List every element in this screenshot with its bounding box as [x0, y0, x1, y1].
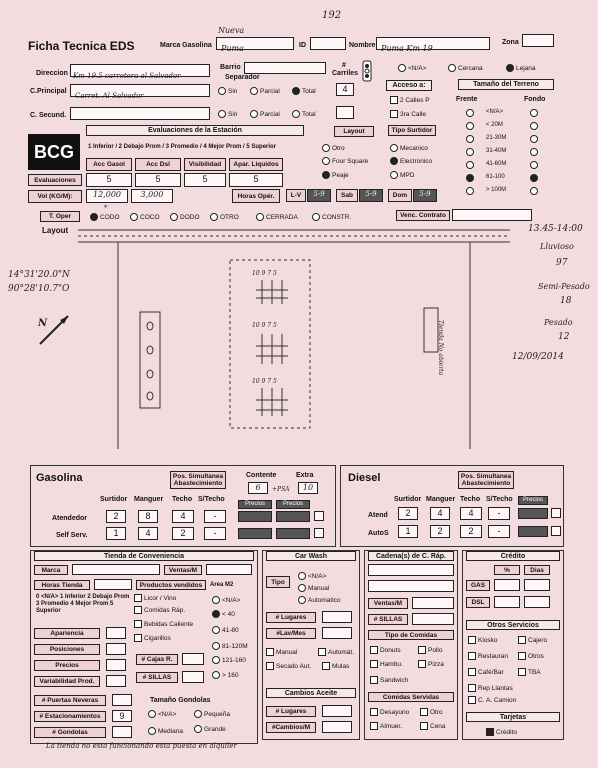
carwash-lugares-label: # Lugares	[266, 612, 316, 623]
coords-lat: 14°31'20.0"N	[8, 270, 70, 280]
terreno-label: > 100M	[486, 187, 507, 193]
tienda-legend: 0 <N/A> 1 Inferior 2 Debajo Prom 3 Promedio 4 Mejor Prom 5 Superior	[36, 594, 130, 614]
vol-field-1[interactable]: 12,000	[86, 189, 128, 203]
venc-contrato-field[interactable]	[452, 209, 532, 221]
estac-field[interactable]: 9	[112, 710, 132, 722]
acceso-tres-calle[interactable]: 3ra Calle	[390, 110, 426, 118]
tamano-header: Tamaño del Terreno	[458, 79, 554, 90]
gasolina-pos-sim: Pos. Simultanea Abastecimiento	[170, 471, 226, 489]
gas-ss-surtidor[interactable]: 1	[106, 527, 126, 540]
carwash-tipo-label: Tipo	[266, 576, 290, 588]
marca-label: Marca Gasolina	[160, 42, 212, 49]
gas-price-2[interactable]	[276, 511, 310, 522]
serv-cafe[interactable]: Café/Bar	[468, 668, 504, 676]
area-label: Area M2	[210, 582, 234, 588]
serv-cajero[interactable]: Cajero	[518, 636, 547, 644]
marca-field[interactable]: Puma	[216, 37, 294, 50]
prod-cigarillos[interactable]: Cigarillos	[134, 634, 171, 642]
comida-donuts[interactable]: Donuts	[370, 646, 401, 654]
dsl-at-stecho[interactable]: -	[488, 507, 510, 520]
oper-constr[interactable]: CONSTR.	[312, 213, 351, 221]
dsl-at-price[interactable]	[518, 508, 548, 519]
gas-col-stecho: S/Techo	[198, 496, 225, 503]
gas-ss-stecho[interactable]: -	[204, 527, 226, 540]
dsl-as-stecho[interactable]: -	[488, 525, 510, 538]
self-serv-label: Self Serv.	[56, 532, 88, 539]
page-number: 192	[322, 10, 342, 21]
layout-otro[interactable]: Otro	[322, 144, 345, 152]
pump-numbers-3: 10 9 7 5	[252, 378, 277, 385]
direccion-field[interactable]: Km 19.5 carretera al Salvador	[70, 64, 210, 77]
layout-section-label: Layout	[42, 226, 69, 235]
separador-label: Separador	[225, 74, 260, 81]
zona-label: Zona	[502, 39, 519, 46]
diesel-pos-sim: Pos. Simultanea Abastecimiento	[458, 471, 514, 489]
terreno-fondo-option[interactable]	[530, 148, 540, 156]
secund-field[interactable]	[70, 107, 210, 120]
gondolas-label: # Gondolas	[34, 727, 106, 738]
aceite-cambios-field[interactable]	[322, 721, 352, 733]
gas-price-1[interactable]	[238, 511, 272, 522]
pump-numbers-2: 10 9 7 5	[252, 322, 277, 329]
dom-field[interactable]: 5-9	[413, 189, 437, 202]
nombre-label: Nombre	[349, 42, 376, 49]
gondola-pequena[interactable]: Pequeña	[194, 710, 230, 718]
comidas-servidas-label: Comidas Servidas	[368, 692, 454, 702]
terreno-fondo-option[interactable]	[530, 161, 540, 169]
serv-cena[interactable]: Cena	[420, 722, 446, 730]
id-label: ID	[299, 42, 306, 49]
cadena-field-1[interactable]	[368, 564, 454, 576]
prod-bebidas[interactable]: Bebidas Caliente	[134, 620, 193, 628]
vol-field-2[interactable]: 3,000	[131, 189, 173, 203]
terreno-frente-option[interactable]	[466, 148, 476, 156]
dsl-autos-label: AutoS	[368, 530, 389, 537]
gas-col-surtidor: Surtidor	[100, 496, 128, 503]
form-title: Ficha Tecnica EDS	[28, 39, 135, 53]
evaluaciones-header: Evaluaciones de la Estación	[86, 125, 304, 136]
tienda-handwritten-note: La tienda no esta funcionando esta puesta en alquiler	[46, 742, 237, 750]
gas-at-techo[interactable]: 4	[172, 510, 194, 523]
gondola-na[interactable]: <N/A>	[148, 710, 176, 718]
acc-dsl-header: Acc Dsl	[135, 158, 181, 171]
carwash-automat-check[interactable]: Automát.	[318, 648, 354, 656]
gas-price-checkbox[interactable]	[314, 511, 324, 521]
terreno-frente-option[interactable]	[466, 187, 476, 195]
comida-pollo[interactable]: Pollo	[418, 646, 442, 654]
carwash-lav-label: #Lav/Mes	[266, 628, 316, 639]
cajas-label: # Cajas R.	[136, 654, 178, 665]
posiciones-label: Posiciones	[34, 644, 100, 655]
principal-label: C.Principal	[30, 88, 67, 95]
sab-field[interactable]: 5-9	[359, 189, 383, 202]
radio-icon	[398, 64, 406, 72]
distance-lejana[interactable]: Lejana	[506, 64, 536, 72]
terreno-label: <N/A>	[486, 109, 504, 115]
secund-sin[interactable]: Sin	[218, 110, 237, 118]
dsl-atend-label: Atend	[368, 512, 388, 519]
apariencia-field[interactable]	[106, 627, 126, 639]
zona-field[interactable]	[522, 34, 554, 47]
credito-gas-label: GAS	[466, 580, 490, 591]
count-1: 97	[556, 258, 568, 268]
gondola-mediana[interactable]: Mediana	[148, 727, 183, 735]
terreno-label: 31-40M	[486, 148, 507, 154]
aceite-lugares-field[interactable]	[322, 705, 352, 717]
terreno-label: 21-30M	[486, 135, 507, 141]
tarjeta-credito[interactable]: Crédito	[486, 728, 517, 736]
credito-header: Crédito	[466, 551, 560, 561]
dsl-as-techo[interactable]: 2	[460, 525, 482, 538]
acceso-header: Acceso a:	[386, 80, 432, 91]
psa-note: +PSA	[272, 486, 290, 493]
terreno-fondo-option[interactable]	[530, 109, 540, 117]
pump-numbers-1: 10 9 7 5	[252, 270, 277, 277]
evaluation-scale: 1 Inferior / 2 Debajo Prom / 3 Promedio / 4 Mejor Prom / 5 Superior	[88, 144, 277, 150]
time-note: 13.45-14:00	[528, 224, 583, 234]
carwash-lav-field[interactable]	[322, 627, 352, 639]
terreno-frente-option[interactable]	[466, 122, 476, 130]
dsl-col-surtidor: Surtidor	[394, 496, 422, 503]
carwash-manual[interactable]: Manual	[298, 584, 329, 592]
cadena-field-2[interactable]	[368, 580, 454, 592]
frente-label: Frente	[456, 96, 478, 103]
radio-icon	[448, 64, 456, 72]
tienda-marca-field[interactable]	[72, 564, 160, 575]
gas-ss-price-1[interactable]	[238, 528, 272, 539]
barrio-field[interactable]	[244, 62, 326, 74]
checkbox-icon	[390, 96, 398, 104]
oper-otro[interactable]: OTRO	[210, 213, 239, 221]
dsl-as-price-checkbox[interactable]	[551, 526, 561, 536]
productos-label: Productos vendidos	[136, 580, 206, 590]
credito-gas-dias[interactable]	[524, 579, 550, 591]
lv-field[interactable]: 5-9	[307, 189, 331, 202]
traffic-note: Pesado	[544, 318, 573, 327]
precios-field[interactable]	[106, 659, 126, 671]
sab-label: Sab	[336, 189, 358, 202]
gas-ss-price-checkbox[interactable]	[314, 528, 324, 538]
area-81-120[interactable]: 81-120M	[212, 642, 248, 650]
comida-pizza[interactable]: Pizza	[418, 660, 444, 668]
gasolina-title: Gasolina	[36, 472, 83, 484]
neveras-field[interactable]	[112, 694, 132, 706]
tienda-header: Tienda de Conveniencia	[34, 551, 254, 561]
serv-almuer[interactable]: Almuer.	[370, 722, 402, 730]
surtidor-mecanico[interactable]: Mecanico	[390, 144, 428, 152]
cajas-field[interactable]	[182, 653, 204, 665]
layout-header: Layout	[334, 126, 374, 137]
count-3: 12	[558, 332, 570, 342]
bcg-logo: BCG	[28, 134, 80, 170]
tienda-note: Tienda No abierta	[437, 320, 444, 376]
eval-apar-liquidos[interactable]: 5	[229, 173, 283, 187]
cadena-header: Cadena(s) de C. Ráp.	[368, 551, 454, 561]
area-40[interactable]: < 40	[212, 610, 235, 618]
extra-label: Extra	[296, 472, 314, 479]
terreno-fondo-option[interactable]	[530, 174, 540, 182]
dsl-at-price-checkbox[interactable]	[551, 508, 561, 518]
variabilidad-label: Variabilidad Prod.	[34, 676, 100, 687]
oper-coco[interactable]: COCO	[130, 213, 160, 221]
contente-field[interactable]: 6	[248, 482, 268, 494]
area-na[interactable]: <N/A>	[212, 596, 240, 604]
radio-icon	[250, 87, 258, 95]
layout-four-square[interactable]: Four Square	[322, 157, 368, 165]
gondola-grande[interactable]: Grande	[194, 725, 226, 733]
contente-label: Contente	[246, 472, 277, 479]
barrio-label: Barrio	[220, 64, 241, 71]
gondolas-field[interactable]	[112, 726, 132, 738]
dsl-at-manguer[interactable]: 4	[430, 507, 450, 520]
dsl-as-manguer[interactable]: 2	[430, 525, 450, 538]
tarjetas-header: Tarjetas	[466, 712, 560, 722]
terreno-frente-option[interactable]	[466, 161, 476, 169]
carriles-label: # Carriles	[332, 62, 359, 77]
credito-dsl-label: DSL	[466, 597, 490, 608]
gas-precios-2-header: Precios	[276, 500, 310, 509]
radio-selected-icon	[292, 87, 300, 95]
date-note: 12/09/2014	[512, 352, 564, 362]
count-2: 18	[560, 296, 572, 306]
tam-gondolas-label: Tamaño Gondolas	[150, 697, 211, 704]
terreno-frente-option[interactable]	[466, 135, 476, 143]
variabilidad-field[interactable]	[106, 675, 126, 687]
terreno-fondo-option[interactable]	[530, 135, 540, 143]
precios-label: Precios	[34, 660, 100, 671]
terreno-label: < 20M	[486, 122, 503, 128]
codo-mark: *	[104, 204, 108, 212]
dsl-col-manguer: Manguer	[426, 496, 456, 503]
terreno-frente-option[interactable]	[466, 174, 476, 182]
fondo-label: Fondo	[524, 96, 546, 103]
prod-comidas[interactable]: Comidas Ráp.	[134, 606, 185, 614]
dsl-at-surtidor[interactable]: 2	[398, 507, 418, 520]
carriles-field-1[interactable]: 4	[336, 83, 354, 96]
id-field[interactable]	[310, 37, 346, 50]
topor-label: T. Oper	[40, 211, 80, 222]
serv-tba[interactable]: TBA	[518, 668, 541, 676]
comida-hambu[interactable]: Hambu.	[370, 660, 403, 668]
area-160[interactable]: > 160	[212, 671, 238, 679]
north-indicator: N	[38, 318, 48, 329]
oper-codo[interactable]: CODO	[90, 213, 120, 221]
serv-otro[interactable]: Otro	[420, 708, 443, 716]
carwash-na[interactable]: <N/A>	[298, 572, 326, 580]
gas-ss-price-2[interactable]	[276, 528, 310, 539]
venc-contrato-label: Venc. Contrato	[396, 210, 450, 221]
weather-2: Semi-Pesado	[538, 282, 590, 291]
prod-licor[interactable]: Licor / Vino	[134, 594, 176, 602]
credito-dsl-dias[interactable]	[524, 596, 550, 608]
radio-selected-icon	[506, 64, 514, 72]
tienda-ventas-label: Ventas/M	[164, 565, 202, 575]
carwash-secado-check[interactable]: Secado Aut.	[266, 662, 311, 670]
area-121-160[interactable]: 121-160	[212, 656, 246, 664]
vol-label: Vol (KG/M):	[28, 190, 82, 203]
principal-total[interactable]: Total	[292, 87, 316, 95]
serv-restauran[interactable]: Restauran	[468, 652, 508, 660]
posiciones-field[interactable]	[106, 643, 126, 655]
gas-at-stecho[interactable]: -	[204, 510, 226, 523]
cadena-sillas-label: # SILLAS	[368, 614, 408, 625]
evaluaciones-label: Evaluaciones	[28, 174, 82, 186]
cadena-ventas-field[interactable]	[412, 597, 454, 609]
distance-cercana[interactable]: Cercana	[448, 64, 483, 72]
gas-at-manguer[interactable]: 8	[138, 510, 158, 523]
dsl-at-techo[interactable]: 4	[460, 507, 482, 520]
serv-camion[interactable]: C. A. Camion	[468, 696, 516, 704]
principal-parcial[interactable]: Parcial	[250, 87, 280, 95]
apar-liquidos-header: Apar. Liquidos	[229, 158, 283, 171]
radio-icon	[250, 110, 258, 118]
visibilidad-header: Visibilidad	[184, 158, 226, 171]
radio-icon	[218, 110, 226, 118]
oper-dodo[interactable]: DODO	[170, 213, 200, 221]
eval-acc-dsl[interactable]: 5	[135, 173, 181, 187]
carwash-automatico[interactable]: Automatico	[298, 596, 341, 604]
gas-at-surtidor[interactable]: 2	[106, 510, 126, 523]
carwash-lugares-field[interactable]	[322, 611, 352, 623]
tienda-ventas-field[interactable]	[206, 564, 252, 575]
serv-kiosko[interactable]: Kiosko	[468, 636, 498, 644]
secund-parcial[interactable]: Parcial	[250, 110, 280, 118]
dom-label: Dom	[388, 189, 412, 202]
principal-sin[interactable]: Sin	[218, 87, 237, 95]
credito-gas-pct[interactable]	[494, 579, 520, 591]
tienda-sillas-label: # SILLAS	[136, 672, 178, 683]
carwash-header: Car Wash	[266, 551, 356, 561]
dsl-as-price[interactable]	[518, 526, 548, 537]
dsl-col-stecho: S/Techo	[486, 496, 513, 503]
checkbox-icon	[390, 110, 398, 118]
carwash-mulas-check[interactable]: Mulas	[322, 662, 349, 670]
credito-dias-label: Dias	[524, 565, 550, 575]
coords-lon: 90°28'10.7"O	[8, 284, 70, 294]
tienda-marca-label: Marca	[34, 565, 68, 575]
eval-acc-gasol[interactable]: 5	[86, 173, 132, 187]
terreno-label: 41-60M	[486, 161, 507, 167]
tipo-comidas-label: Tipo de Comidas	[368, 630, 454, 640]
direccion-label: Direccion	[36, 70, 68, 77]
atendedor-label: Atendedor	[52, 515, 87, 522]
dsl-as-surtidor[interactable]: 1	[398, 525, 418, 538]
carriles-field-2[interactable]	[336, 106, 354, 119]
apariencia-label: Apariencia	[34, 628, 100, 639]
traffic-light-icon	[360, 60, 374, 82]
horas-oper-label: Horas Opér.	[232, 189, 280, 203]
acceso-dos-calles[interactable]: 2 Calles P	[390, 96, 430, 104]
marca-note: Nueva	[218, 26, 245, 35]
comida-sandwich[interactable]: Sandwich	[370, 676, 408, 684]
gas-col-manguer: Manguer	[134, 496, 164, 503]
gas-col-techo: Techo	[172, 496, 193, 503]
aceite-lugares-label: # Lugares	[266, 706, 316, 717]
terreno-fondo-option[interactable]	[530, 187, 540, 195]
radio-icon	[218, 87, 226, 95]
terreno-label: 61-100	[486, 174, 505, 180]
estac-label: # Estacionamientos	[34, 711, 106, 722]
tienda-sillas-field[interactable]	[182, 671, 204, 683]
oper-cerrada[interactable]: CERRADA	[256, 213, 298, 221]
horas-tienda-field[interactable]	[94, 579, 132, 590]
cambios-aceite-header: Cambios Aceite	[266, 688, 356, 698]
secund-label: C. Secund.	[30, 112, 67, 119]
serv-otros[interactable]: Otros	[518, 652, 544, 660]
radio-icon	[292, 110, 300, 118]
area-41-80[interactable]: 41-80	[212, 626, 239, 634]
acc-gasol-header: Acc Gasol	[86, 158, 132, 171]
cadena-ventas-label: Ventas/M	[368, 598, 408, 609]
nombre-field[interactable]: Puma Km 19	[376, 37, 490, 50]
secund-total[interactable]: Total	[292, 110, 316, 118]
eval-visibilidad[interactable]: 5	[184, 173, 226, 187]
tipo-surtidor-header: Tipo Surtidor	[388, 125, 436, 136]
layout-peaje[interactable]: Peaje	[322, 171, 349, 179]
carwash-manual-check[interactable]: Manual	[266, 648, 297, 656]
principal-field[interactable]: Carret. Al Salvador	[70, 84, 210, 97]
credito-pct-label: %	[494, 565, 520, 575]
gas-ss-techo[interactable]: 2	[172, 527, 194, 540]
gas-precios-1-header: Precios	[238, 500, 272, 509]
credito-dsl-pct[interactable]	[494, 596, 520, 608]
gas-ss-manguer[interactable]: 4	[138, 527, 158, 540]
surtidor-mpd[interactable]: MPD	[390, 171, 414, 179]
dsl-precios-header: Precios	[518, 496, 548, 505]
otros-servicios-header: Otros Servicios	[466, 620, 560, 630]
aceite-cambios-label: #Cambios/M	[266, 722, 316, 733]
layout-sketch	[0, 224, 598, 460]
serv-desayuno[interactable]: Desayuno	[370, 708, 409, 716]
serv-llantas[interactable]: Rep Llantas	[468, 684, 513, 692]
diesel-title: Diesel	[348, 472, 381, 484]
terreno-frente-option[interactable]	[466, 109, 476, 117]
extra-field[interactable]: 10	[298, 482, 318, 494]
surtidor-electronico[interactable]: Electronico	[390, 157, 432, 165]
horas-tienda-label: Horas Tienda	[34, 580, 90, 590]
dsl-col-techo: Techo	[460, 496, 481, 503]
neveras-label: # Puertas Neveras	[34, 695, 106, 706]
lv-label: L-V	[286, 189, 306, 202]
cadena-sillas-field[interactable]	[412, 613, 454, 625]
terreno-fondo-option[interactable]	[530, 122, 540, 130]
weather-1: Lluvioso	[540, 242, 574, 251]
distance-na[interactable]: <N/A>	[398, 64, 426, 72]
